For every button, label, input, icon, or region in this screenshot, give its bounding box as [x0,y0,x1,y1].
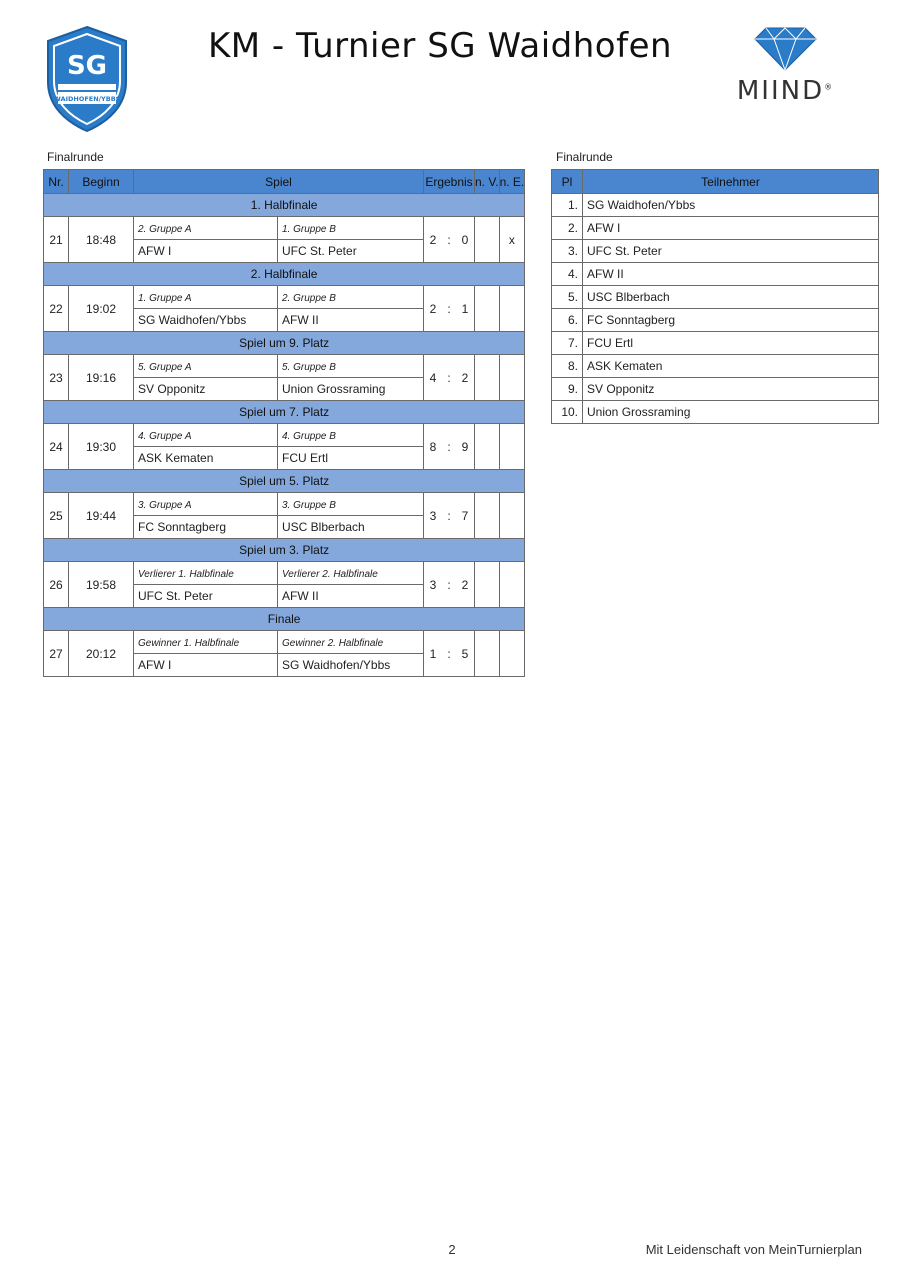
away-origin: 4. Gruppe B [282,431,336,442]
ranking-place: 7. [552,332,583,355]
match-score [424,631,475,677]
round-title: 1. Halbfinale [44,194,525,217]
round-title: Spiel um 5. Platz [44,470,525,493]
away-team: Union Grossraming [278,378,424,401]
away-origin-cell [278,217,424,240]
away-origin: 5. Gruppe B [282,362,336,373]
score-separator: : [447,646,451,661]
col-place-header: Pl [552,170,583,194]
ranking-team: AFW II [583,263,879,286]
match-score [424,217,475,263]
ranking-place: 5. [552,286,583,309]
away-team: USC Blberbach [278,516,424,539]
away-goals: 5 [461,646,469,661]
match-number: 23 [44,355,69,401]
home-origin: 1. Gruppe A [138,293,192,304]
away-team: UFC St. Peter [278,240,424,263]
match-row [44,355,525,378]
ranking-row [552,194,879,217]
footer-credit: Mit Leidenschaft von MeinTurnierplan [645,1242,862,1257]
match-row [44,493,525,516]
ranking-team: FCU Ertl [583,332,879,355]
score-separator: : [447,577,451,592]
match-score [424,493,475,539]
page-title: KM - Turnier SG Waidhofen [207,26,673,66]
match-row [44,424,525,447]
penalty-flag [499,631,525,677]
ranking-team: SV Opponitz [583,378,879,401]
match-number: 25 [44,493,69,539]
match-score [424,286,475,332]
games-table [43,169,525,677]
match-time: 19:16 [69,355,134,401]
match-time: 19:58 [69,562,134,608]
round-title-row [44,539,525,562]
sponsor-logo [728,24,843,110]
col-ne-header: n. E. [499,170,525,194]
overtime-flag [475,631,500,677]
match-time: 20:12 [69,631,134,677]
col-begin-header: Beginn [69,170,134,194]
away-origin-cell [278,493,424,516]
ranking-place: 4. [552,263,583,286]
home-origin-cell [134,631,278,654]
ranking-row [552,401,879,424]
overtime-flag [475,217,500,263]
home-origin: Verlierer 1. Halbfinale [138,569,234,580]
match-row [44,631,525,654]
penalty-flag [499,286,525,332]
overtime-flag [475,286,500,332]
away-goals: 7 [461,508,469,523]
club-logo [42,24,132,134]
match-time: 19:30 [69,424,134,470]
page-number: 2 [448,1242,456,1257]
overtime-flag [475,355,500,401]
away-team: AFW II [278,585,424,608]
match-number: 26 [44,562,69,608]
home-team: FC Sonntagberg [134,516,278,539]
home-goals: 2 [429,301,437,316]
round-title-row [44,194,525,217]
home-team: UFC St. Peter [134,585,278,608]
ranking-header-row [552,170,879,194]
ranking-row [552,286,879,309]
ranking-place: 6. [552,309,583,332]
match-number: 27 [44,631,69,677]
home-origin-cell [134,217,278,240]
ranking-team: Union Grossraming [583,401,879,424]
col-result-header: Ergebnis [424,170,475,194]
ranking-place: 3. [552,240,583,263]
registered-mark: ® [824,82,835,92]
ranking-team: UFC St. Peter [583,240,879,263]
match-number: 24 [44,424,69,470]
ranking-row [552,309,879,332]
round-title-row [44,608,525,631]
away-team: FCU Ertl [278,447,424,470]
match-time: 19:44 [69,493,134,539]
ranking-place: 1. [552,194,583,217]
ranking-team: FC Sonntagberg [583,309,879,332]
score-separator: : [447,439,451,454]
match-score [424,424,475,470]
round-title-row [44,401,525,424]
round-title: Spiel um 9. Platz [44,332,525,355]
away-goals: 0 [461,232,469,247]
home-team: AFW I [134,654,278,677]
home-team: AFW I [134,240,278,263]
sponsor-logo-text: MIIND [736,76,825,106]
away-origin: 1. Gruppe B [282,224,336,235]
away-origin: 2. Gruppe B [282,293,336,304]
penalty-flag: x [499,217,525,263]
away-goals: 2 [461,577,469,592]
score-separator: : [447,232,451,247]
away-goals: 1 [461,301,469,316]
ranking-team: AFW I [583,217,879,240]
penalty-flag [499,355,525,401]
penalty-flag [499,493,525,539]
match-number: 21 [44,217,69,263]
home-origin: 3. Gruppe A [138,500,192,511]
match-row [44,286,525,309]
games-section-label: Finalrunde [47,150,104,164]
score-separator: : [447,301,451,316]
away-origin-cell [278,424,424,447]
ranking-team: ASK Kematen [583,355,879,378]
round-title: Finale [44,608,525,631]
match-row [44,562,525,585]
home-origin-cell [134,493,278,516]
away-origin: Verlierer 2. Halbfinale [282,569,378,580]
away-origin: 3. Gruppe B [282,500,336,511]
ranking-team: SG Waidhofen/Ybbs [583,194,879,217]
round-title: 2. Halbfinale [44,263,525,286]
ranking-place: 8. [552,355,583,378]
away-team: AFW II [278,309,424,332]
svg-text:SG: SG [66,51,108,81]
away-origin-cell [278,562,424,585]
round-title: Spiel um 3. Platz [44,539,525,562]
col-team-header: Teilnehmer [583,170,879,194]
diamond-icon [728,24,843,74]
round-title: Spiel um 7. Platz [44,401,525,424]
ranking-place: 9. [552,378,583,401]
ranking-row [552,217,879,240]
match-score [424,355,475,401]
away-origin-cell [278,631,424,654]
home-origin-cell [134,424,278,447]
home-origin: 5. Gruppe A [138,362,192,373]
ranking-row [552,355,879,378]
round-title-row [44,332,525,355]
home-goals: 8 [429,439,437,454]
home-origin: Gewinner 1. Halbfinale [138,638,240,649]
match-time: 19:02 [69,286,134,332]
score-separator: : [447,508,451,523]
round-title-row [44,263,525,286]
svg-text:WAIDHOFEN/YBBS: WAIDHOFEN/YBBS [53,95,121,103]
match-number: 22 [44,286,69,332]
score-separator: : [447,370,451,385]
home-team: SV Opponitz [134,378,278,401]
round-title-row [44,470,525,493]
match-time: 18:48 [69,217,134,263]
away-goals: 9 [461,439,469,454]
ranking-section-label: Finalrunde [556,150,613,164]
ranking-team: USC Blberbach [583,286,879,309]
home-origin-cell [134,562,278,585]
home-goals: 2 [429,232,437,247]
match-score [424,562,475,608]
ranking-row [552,332,879,355]
penalty-flag [499,424,525,470]
home-origin-cell [134,286,278,309]
home-origin: 2. Gruppe A [138,224,192,235]
penalty-flag [499,562,525,608]
col-nr-header: Nr. [44,170,69,194]
games-header-row [44,170,525,194]
home-goals: 4 [429,370,437,385]
home-origin: 4. Gruppe A [138,431,192,442]
ranking-table [551,169,879,424]
overtime-flag [475,424,500,470]
away-origin: Gewinner 2. Halbfinale [282,638,384,649]
ranking-place: 10. [552,401,583,424]
col-nv-header: n. V. [475,170,500,194]
away-goals: 2 [461,370,469,385]
ranking-row [552,378,879,401]
ranking-row [552,240,879,263]
ranking-place: 2. [552,217,583,240]
away-origin-cell [278,355,424,378]
home-team: ASK Kematen [134,447,278,470]
home-goals: 1 [429,646,437,661]
match-row [44,217,525,240]
home-origin-cell [134,355,278,378]
home-goals: 3 [429,508,437,523]
col-match-header: Spiel [134,170,424,194]
home-team: SG Waidhofen/Ybbs [134,309,278,332]
home-goals: 3 [429,577,437,592]
away-origin-cell [278,286,424,309]
overtime-flag [475,562,500,608]
away-team: SG Waidhofen/Ybbs [278,654,424,677]
overtime-flag [475,493,500,539]
ranking-row [552,263,879,286]
